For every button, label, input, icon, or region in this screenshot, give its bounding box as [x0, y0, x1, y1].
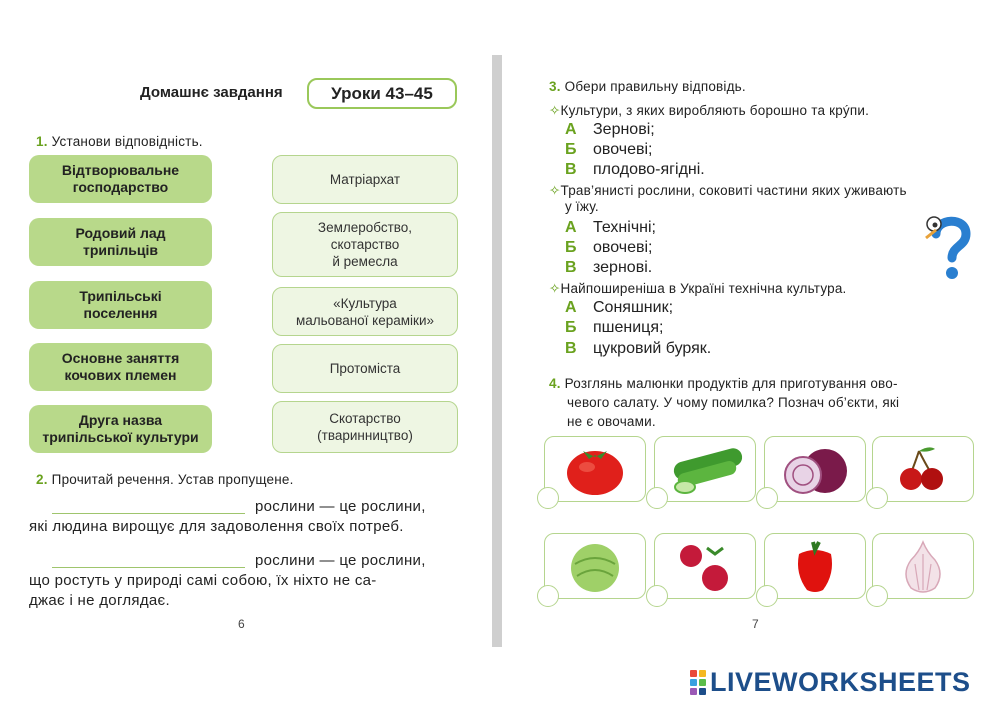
- line: Друга назва: [78, 412, 163, 428]
- answer-letter: А: [565, 299, 577, 316]
- cabbage-icon: [545, 534, 645, 598]
- answer-letter: Б: [565, 239, 577, 256]
- answer-text: цукровий буряк.: [593, 340, 712, 357]
- select-circle-cucumber[interactable]: [646, 487, 668, 509]
- answer-text: Соняшник;: [593, 299, 674, 316]
- task-text: Обери правильну відповідь.: [564, 79, 746, 94]
- answer-2c[interactable]: [565, 259, 652, 277]
- answer-letter: В: [565, 161, 577, 178]
- sentence-line: що ростуть у природі самі собою, їх ніхто не са-: [29, 572, 377, 589]
- question-1: [549, 103, 869, 119]
- logo-squares-icon: [690, 670, 706, 695]
- line: скотарство: [330, 237, 400, 252]
- task4-text: [549, 374, 979, 431]
- answer-text: овочеві;: [593, 141, 653, 158]
- line: Протоміста: [329, 361, 401, 376]
- cucumber-icon: [655, 437, 755, 501]
- line: Основне заняття: [61, 350, 180, 366]
- select-circle-pepper[interactable]: [756, 585, 778, 607]
- task-number: 3.: [549, 79, 561, 94]
- match-left-5[interactable]: [29, 405, 212, 453]
- answer-1a[interactable]: [565, 121, 655, 139]
- pepper-icon: [765, 534, 865, 598]
- page-number-right: 7: [752, 617, 759, 631]
- answer-3c[interactable]: [565, 340, 711, 358]
- question-text: у їжу.: [565, 199, 599, 214]
- match-right-1[interactable]: [272, 155, 458, 204]
- answer-text: плодово-ягідні.: [593, 161, 705, 178]
- page-number-left: 6: [238, 617, 245, 631]
- line: поселення: [83, 305, 158, 321]
- logo-text: LIVEWORKSHEETS: [710, 667, 971, 697]
- task2-title: [36, 472, 294, 487]
- match-right-2[interactable]: [272, 212, 458, 277]
- line: Землеробство,: [317, 220, 413, 235]
- match-left-4[interactable]: [29, 343, 212, 391]
- line: (тваринництво): [317, 428, 413, 443]
- line: Родовий лад: [75, 225, 166, 241]
- line: господарство: [72, 179, 169, 195]
- select-circle-tomato[interactable]: [537, 487, 559, 509]
- cherry-icon: [873, 437, 973, 501]
- sentence-line: рослини — це рослини,: [255, 552, 426, 569]
- answer-letter: А: [565, 219, 577, 236]
- answer-letter: В: [565, 259, 577, 276]
- line: трипільців: [83, 242, 158, 258]
- answer-2b[interactable]: [565, 239, 653, 257]
- sentence-line: рослини — це рослини,: [255, 498, 426, 515]
- answer-text: пшениця;: [593, 319, 664, 336]
- answer-2a[interactable]: [565, 219, 656, 237]
- book-spine: [492, 55, 502, 647]
- sentence-2: [29, 551, 459, 611]
- answer-1b[interactable]: [565, 141, 653, 159]
- answer-text: Зернові;: [593, 121, 655, 138]
- diamond-bullet-icon: ✧: [549, 183, 561, 198]
- card-garlic[interactable]: [872, 533, 974, 599]
- line: Скотарство: [329, 411, 401, 426]
- card-tomato[interactable]: [544, 436, 646, 502]
- question-text: Культури, з яких виробляють борошно та крýпи.: [560, 103, 870, 118]
- question-text: Трав’янисті рослини, соковиті частини яких уживають: [560, 183, 907, 198]
- answer-text: зернові.: [593, 259, 653, 276]
- select-circle-onion[interactable]: [756, 487, 778, 509]
- sentence-1: [29, 497, 459, 537]
- task-line: не є овочами.: [567, 414, 656, 429]
- card-cabbage[interactable]: [544, 533, 646, 599]
- card-pepper[interactable]: [764, 533, 866, 599]
- line: трипільської культури: [42, 429, 199, 445]
- lesson-badge: [307, 78, 457, 109]
- line: Відтворювальне: [61, 162, 180, 178]
- line: кочових племен: [64, 367, 177, 383]
- task1-title: [36, 134, 203, 149]
- line: «Культура: [333, 295, 397, 311]
- match-right-5[interactable]: [272, 401, 458, 453]
- line: Трипільські: [79, 288, 162, 304]
- homework-header: Домашнє завдання: [140, 84, 283, 101]
- task-line: Розглянь малюнки продуктів для приготування ово-: [564, 376, 898, 391]
- answer-1c[interactable]: [565, 161, 705, 179]
- question-3: [549, 281, 847, 297]
- match-left-2[interactable]: [29, 218, 212, 266]
- answer-letter: А: [565, 121, 577, 138]
- match-left-3[interactable]: [29, 281, 212, 329]
- task-text: Прочитай речення. Устав пропущене.: [51, 472, 294, 487]
- card-raspberry[interactable]: [654, 533, 756, 599]
- question-text: Найпоширеніша в Україні технічна культура.: [560, 281, 847, 296]
- answer-letter: Б: [565, 319, 577, 336]
- answer-3a[interactable]: [565, 299, 673, 317]
- answer-letter: В: [565, 340, 577, 357]
- raspberry-icon: [655, 534, 755, 598]
- garlic-icon: [873, 534, 973, 598]
- tomato-icon: [545, 437, 645, 501]
- answer-letter: Б: [565, 141, 577, 158]
- select-circle-garlic[interactable]: [866, 585, 888, 607]
- sentence-line: джає і не доглядає.: [29, 592, 170, 609]
- task-line: чевого салату. У чому помилка? Познач об’єкти, які: [567, 395, 900, 410]
- task3-title: [549, 79, 746, 94]
- sentence-line: які людина вирощує для задоволення своїх потреб.: [29, 518, 404, 535]
- card-cherry[interactable]: [872, 436, 974, 502]
- question-2: [549, 183, 979, 214]
- diamond-bullet-icon: ✧: [549, 281, 561, 296]
- match-left-1[interactable]: [29, 155, 212, 203]
- answer-text: Технічні;: [593, 219, 656, 236]
- select-circle-raspberry[interactable]: [646, 585, 668, 607]
- answer-3b[interactable]: [565, 319, 663, 337]
- line: Матріархат: [329, 172, 401, 187]
- task-number: 1.: [36, 134, 48, 149]
- question-mark-icon: [922, 210, 974, 282]
- task-text: Установи відповідність.: [51, 134, 203, 149]
- diamond-bullet-icon: ✧: [549, 103, 561, 118]
- task-number: 2.: [36, 472, 48, 487]
- line: мальованої кераміки»: [295, 312, 435, 328]
- select-circle-cherry[interactable]: [866, 487, 888, 509]
- lesson-label: Уроки 43–45: [331, 83, 433, 103]
- card-onion[interactable]: [764, 436, 866, 502]
- card-cucumber[interactable]: [654, 436, 756, 502]
- answer-text: овочеві;: [593, 239, 653, 256]
- liveworksheets-logo: [690, 667, 971, 698]
- onion-icon: [765, 437, 865, 501]
- match-right-4[interactable]: [272, 344, 458, 393]
- match-right-3[interactable]: [272, 287, 458, 336]
- select-circle-cabbage[interactable]: [537, 585, 559, 607]
- task-number: 4.: [549, 376, 561, 391]
- line: й ремесла: [332, 254, 398, 269]
